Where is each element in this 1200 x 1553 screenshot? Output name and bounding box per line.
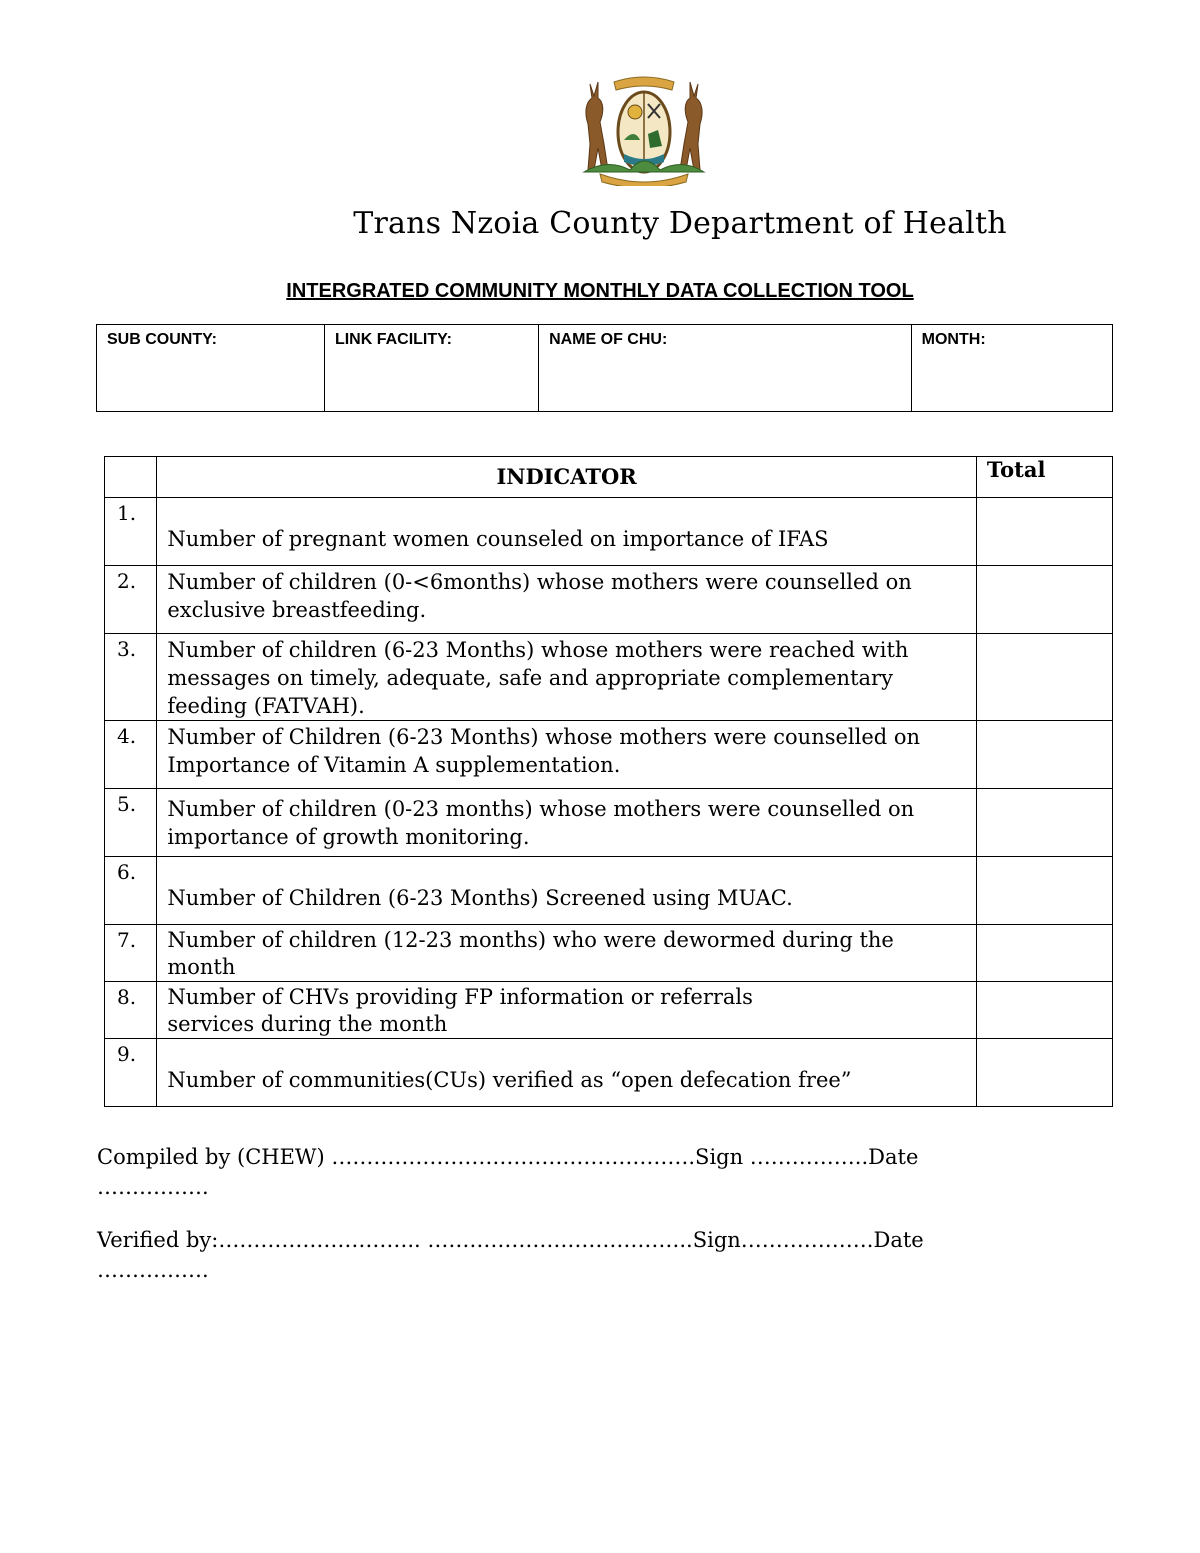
indicator-text: Number of Children (6-23 Months) whose mothers were counselled on Importance of Vitamin A supplementation. <box>157 721 977 789</box>
row-number: 7. <box>105 925 157 982</box>
info-fields-table <box>96 324 1113 412</box>
row-number: 2. <box>105 566 157 634</box>
row-number: 9. <box>105 1039 157 1107</box>
table-row <box>105 789 1113 857</box>
number-header-cell <box>105 457 157 498</box>
form-title: INTERGRATED COMMUNITY MONTHLY DATA COLLECTION TOOL <box>286 280 914 302</box>
compiled-by-line <box>97 1142 1057 1202</box>
table-row <box>105 566 1113 634</box>
total-header: Total <box>976 457 1112 498</box>
table-row <box>105 634 1113 721</box>
chu-name-field[interactable]: NAME OF CHU: <box>539 325 912 412</box>
total-input-cell[interactable] <box>976 634 1112 721</box>
table-row <box>105 925 1113 982</box>
total-input-cell[interactable] <box>976 925 1112 982</box>
verified-by-text[interactable]: Verified by:……………………….. ………………………………..Sign……………….Date <box>97 1228 924 1252</box>
verified-by-line <box>97 1225 1057 1285</box>
table-row <box>105 721 1113 789</box>
table-row <box>105 857 1113 925</box>
total-input-cell[interactable] <box>976 566 1112 634</box>
table-row <box>105 1039 1113 1107</box>
row-number: 4. <box>105 721 157 789</box>
verified-by-date-continuation[interactable]: ……………. <box>97 1258 209 1282</box>
row-number: 3. <box>105 634 157 721</box>
indicator-text: Number of children (0-<6months) whose mothers were counselled on exclusive breastfeeding. <box>157 566 977 634</box>
table-row <box>105 498 1113 566</box>
row-number: 5. <box>105 789 157 857</box>
total-input-cell[interactable] <box>976 857 1112 925</box>
table-header-row <box>105 457 1113 498</box>
row-number: 8. <box>105 982 157 1039</box>
county-coat-of-arms-icon <box>578 74 710 186</box>
indicator-table <box>104 456 1113 1107</box>
link-facility-field[interactable]: LINK FACILITY: <box>324 325 538 412</box>
total-input-cell[interactable] <box>976 789 1112 857</box>
indicator-text: Number of CHVs providing FP information or referrals services during the month <box>157 982 977 1039</box>
indicator-text: Number of children (0-23 months) whose mothers were counselled on importance of growth monitoring. <box>157 789 977 857</box>
sub-county-field[interactable]: SUB COUNTY: <box>97 325 325 412</box>
indicator-text: Number of children (12-23 months) who were dewormed during the month <box>157 925 977 982</box>
total-input-cell[interactable] <box>976 982 1112 1039</box>
indicator-text: Number of pregnant women counseled on importance of IFAS <box>157 498 977 566</box>
row-number: 6. <box>105 857 157 925</box>
indicator-text: Number of Children (6-23 Months) Screened using MUAC. <box>157 857 977 925</box>
indicator-text: Number of communities(CUs) verified as “open defecation free” <box>157 1039 977 1107</box>
total-input-cell[interactable] <box>976 1039 1112 1107</box>
indicator-header: INDICATOR <box>157 457 977 498</box>
table-row <box>105 982 1113 1039</box>
total-input-cell[interactable] <box>976 721 1112 789</box>
compiled-by-date-continuation[interactable]: ……………. <box>97 1175 209 1199</box>
compiled-by-text[interactable]: Compiled by (CHEW) …………………………………………….Sign ……………..Date <box>97 1145 919 1169</box>
total-input-cell[interactable] <box>976 498 1112 566</box>
row-number: 1. <box>105 498 157 566</box>
month-field[interactable]: MONTH: <box>911 325 1112 412</box>
department-title: Trans Nzoia County Department of Health <box>353 206 1007 241</box>
indicator-text: Number of children (6-23 Months) whose mothers were reached with messages on timely, adequate, safe and appropriate complementary feeding (FATVAH). <box>157 634 977 721</box>
